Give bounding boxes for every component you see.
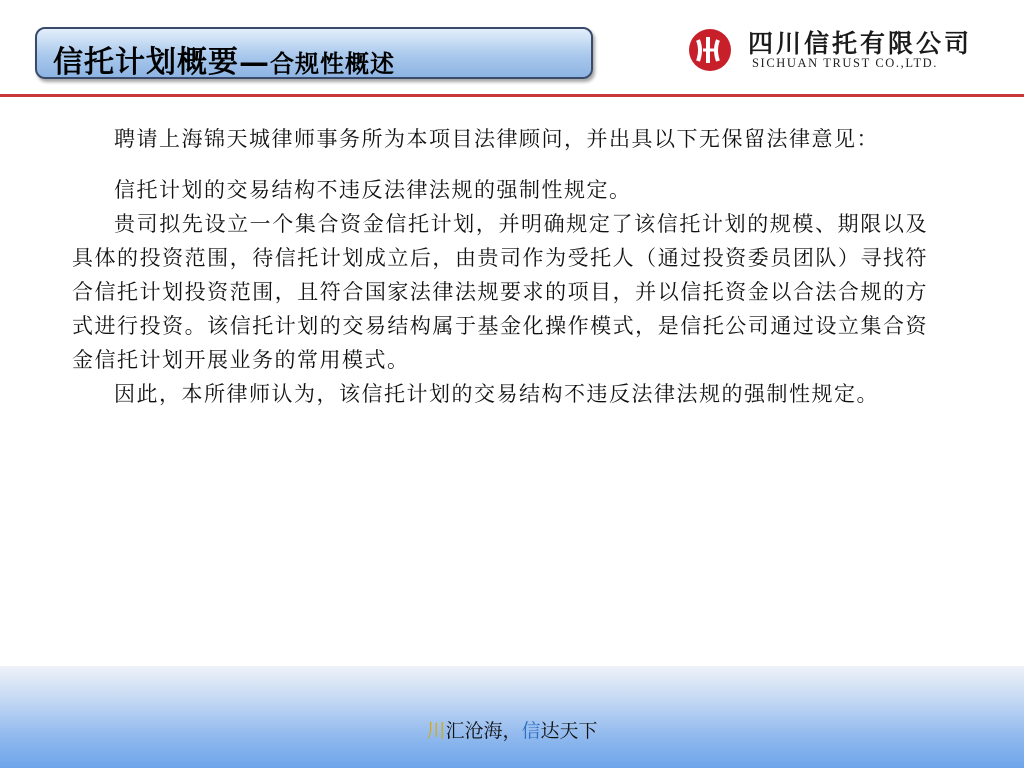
sichuan-trust-logo-icon <box>688 28 732 72</box>
company-logo <box>688 25 1004 73</box>
slogan-text-1: 汇沧海， <box>445 720 522 742</box>
title-banner <box>35 27 593 79</box>
header-divider <box>0 94 1024 97</box>
page-title <box>53 37 395 81</box>
slogan-text-2: 达天下 <box>540 720 598 742</box>
footer-slogan <box>0 716 1024 743</box>
paragraph-conclusion-statement: 信托计划的交易结构不违反法律法规的强制性规定。 <box>114 178 632 202</box>
page-title-main: 信托计划概要— <box>53 45 270 80</box>
page-title-sub: 合规性概述 <box>270 49 395 78</box>
paragraph-structure-detail: 贵司拟先设立一个集合资金信托计划，并明确规定了该信托计划的规模、期限以及具体的投资范围，待信托计划成立后，由贵司作为受托人（通过投资委员团队）寻找符合信托计划投资范围，且符合国家法律法规要求的项目，并以信托资金以合法合规的方式进行投资。该信托计划的交易结构属于基金化操作模式，是信托公司通过设立集合资金信托计划开展业务的常用模式。 <box>72 212 928 372</box>
paragraph-intro: 聘请上海锦天城律师事务所为本项目法律顾问，并出具以下无保留法律意见： <box>114 127 879 151</box>
slogan-char-xin: 信 <box>521 720 541 742</box>
company-name-en: SICHUAN TRUST CO.,LTD. <box>752 56 939 70</box>
company-name-cn: 四川信托有限公司 <box>748 29 973 58</box>
paragraph-final-opinion: 因此，本所律师认为，该信托计划的交易结构不违反法律法规的强制性规定。 <box>114 382 879 406</box>
body-content <box>72 123 928 411</box>
slogan-char-chuan: 川 <box>426 720 446 742</box>
